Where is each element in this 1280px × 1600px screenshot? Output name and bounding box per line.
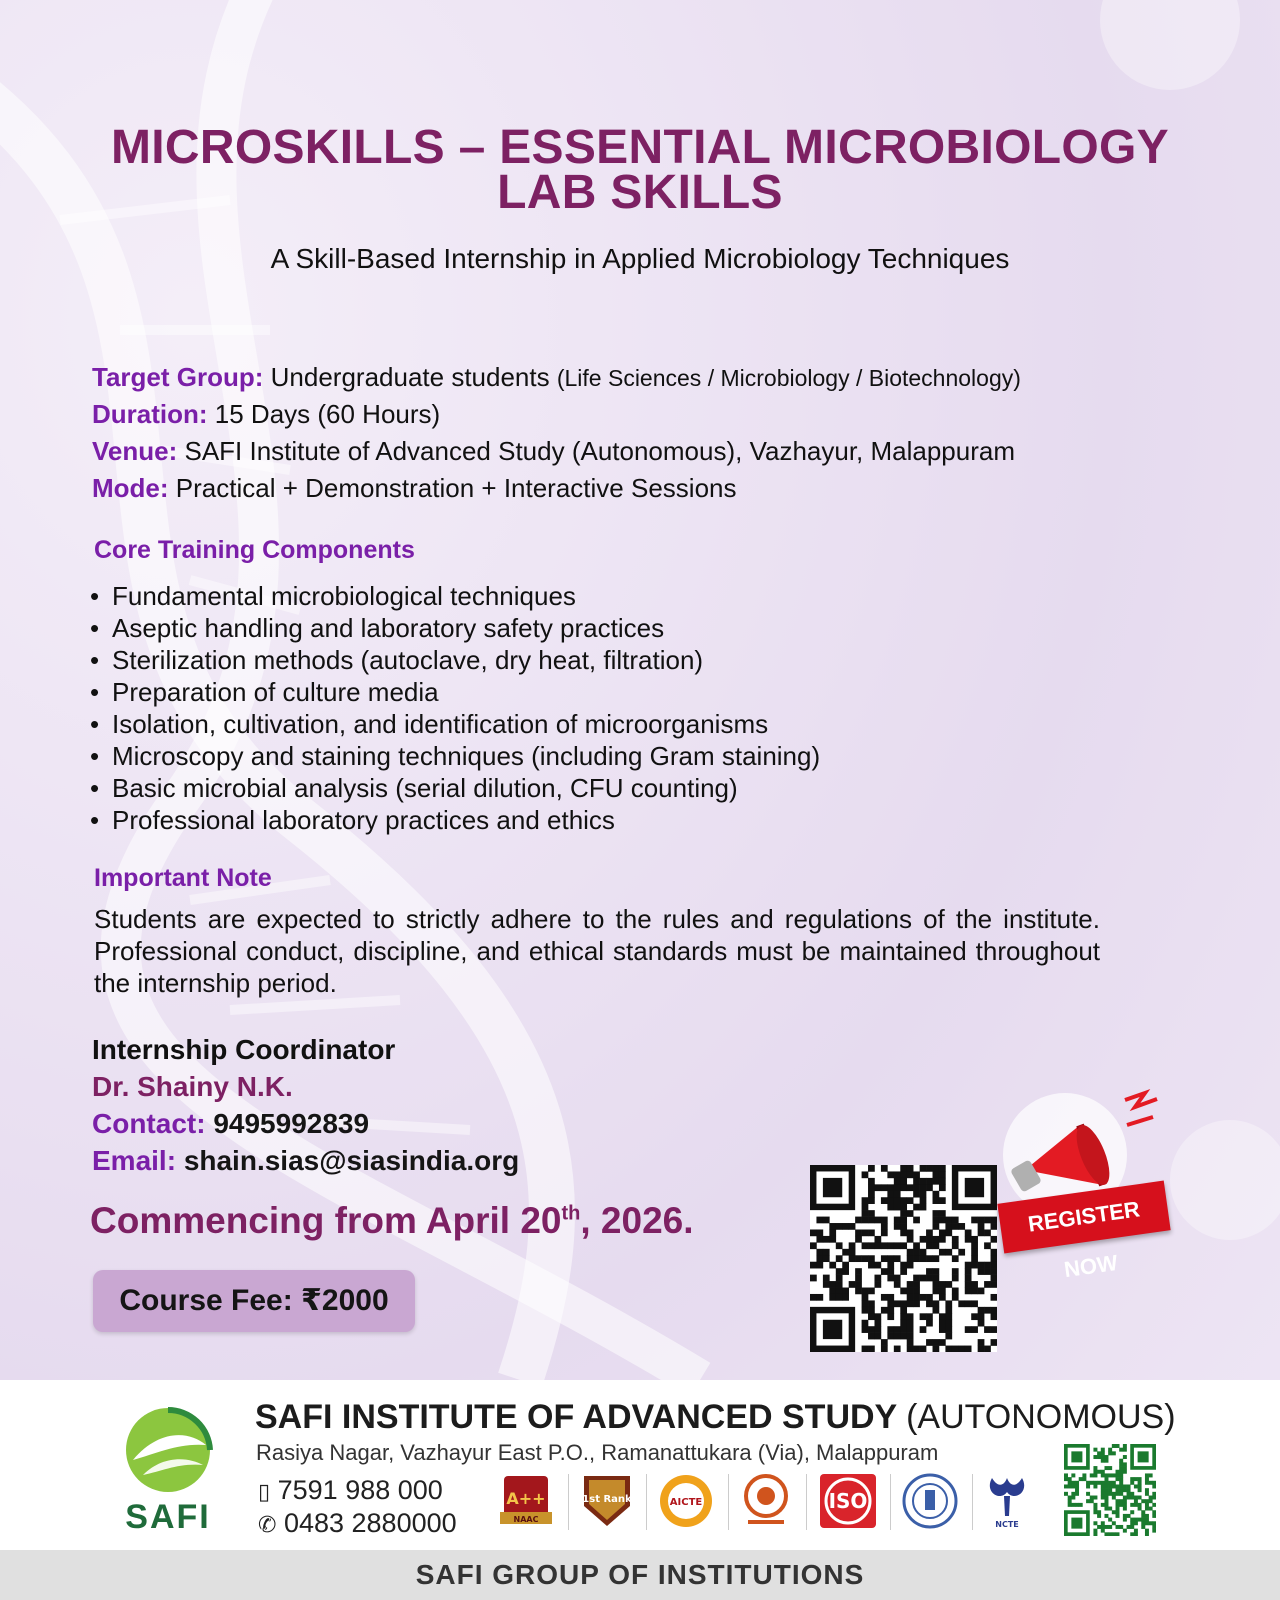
phone-land-row [258,1508,457,1539]
divider [806,1474,807,1530]
duration-value: 15 Days (60 Hours) [214,399,441,429]
divider [890,1474,891,1530]
title-line-2: LAB SKILLS [497,166,783,219]
target-group-detail: (Life Sciences / Microbiology / Biotechnology) [556,365,1021,391]
mobile-number[interactable]: 7591 988 000 [277,1475,443,1505]
aicte-badge [656,1472,716,1530]
list-item: • Professional laboratory practices and ethics [90,804,820,836]
list-item: • Fundamental microbiological techniques [90,580,820,612]
core-components-list [90,580,820,836]
core-components-heading: Core Training Components [94,536,415,564]
rank-text: 1st Rank [582,1494,632,1505]
institute-name-main: SAFI INSTITUTE OF ADVANCED STUDY [255,1398,897,1436]
phone-mobile-row [258,1475,443,1506]
mode-row [92,473,736,504]
commence-sup: th [561,1202,581,1225]
registration-qr-code[interactable] [810,1165,997,1352]
commence-suffix: , 2026. [580,1200,694,1241]
coordinator-heading: Internship Coordinator [92,1034,396,1065]
divider [568,1474,569,1530]
venue-value: SAFI Institute of Advanced Study (Autonomous), Vazhayur, Malappuram [184,436,1015,466]
group-name-bar: SAFI GROUP OF INSTITUTIONS [0,1550,1280,1600]
divider [646,1474,647,1530]
important-note-heading: Important Note [94,864,272,892]
subtitle: A Skill-Based Internship in Applied Microbiology Techniques [270,243,1010,274]
coordinator-name: Dr. Shainy N.K. [92,1071,293,1102]
iso-badge [818,1472,878,1530]
important-note-text: Students are expected to strictly adhere to the rules and regulations of the institute. Professional conduct, discipline, and ethical standards must be maintained throughout the internship period. [94,904,1100,998]
naac-badge [496,1472,556,1530]
naac-grade: A++ [506,1489,546,1508]
divider [972,1474,973,1530]
duration-label: Duration: [92,399,208,429]
footer-qr-code-icon[interactable] [1064,1444,1156,1536]
list-item: • Sterilization methods (autoclave, dry heat, filtration) [90,644,820,676]
email-row [92,1145,519,1177]
rank-badge [580,1472,634,1530]
commencing-date [90,1200,694,1242]
list-item: • Basic microbial analysis (serial dilution, CFU counting) [90,772,820,804]
target-group-value: Undergraduate students [270,362,550,392]
ncte-badge [982,1472,1032,1530]
page-title [0,121,1280,219]
target-group-row [92,362,1021,393]
register-now-button[interactable]: REGISTER NOW [997,1181,1170,1254]
title-line-1: MICROSKILLS – ESSENTIAL MICROBIOLOGY [111,121,1169,174]
university-seal-badge [900,1472,960,1530]
divider [728,1474,729,1530]
landline-number[interactable]: 0483 2880000 [283,1508,457,1538]
safi-logo-icon [118,1405,218,1495]
list-item: • Preparation of culture media [90,676,820,708]
aicte-text: AICTE [669,1497,703,1508]
qr-code-icon [810,1165,997,1352]
institute-autonomous: (AUTONOMOUS) [906,1398,1176,1436]
venue-label: Venue: [92,436,178,466]
iso-text: ISO [828,1489,868,1513]
contact-phone[interactable]: 9495992839 [213,1108,370,1139]
target-group-label: Target Group: [92,362,264,392]
mode-label: Mode: [92,473,169,503]
safi-logo-text: SAFI [125,1498,211,1536]
mobile-phone-icon: ▯ [258,1479,271,1504]
ncte-text: NCTE [995,1520,1019,1529]
list-item: • Isolation, cultivation, and identification of microorganisms [90,708,820,740]
venue-row [92,436,1015,467]
naac-text: NAAC [513,1515,539,1524]
institute-name [255,1398,1176,1437]
mode-value: Practical + Demonstration + Interactive Sessions [175,473,737,503]
institute-address: Rasiya Nagar, Vazhayur East P.O., Ramanattukara (Via), Malappuram [256,1440,939,1465]
contact-row [92,1108,369,1140]
list-item: • Microscopy and staining techniques (including Gram staining) [90,740,820,772]
duration-row [92,399,440,430]
contact-label: Contact: [92,1108,206,1139]
commence-prefix: Commencing from April 20 [90,1200,562,1241]
telephone-icon: ✆ [258,1512,277,1537]
email-link[interactable]: shain.sias@siasindia.org [183,1145,520,1176]
ugc-badge [738,1472,794,1530]
list-item: • Aseptic handling and laboratory safety practices [90,612,820,644]
email-label: Email: [92,1145,177,1176]
course-fee-badge: Course Fee: ₹2000 [93,1270,415,1332]
